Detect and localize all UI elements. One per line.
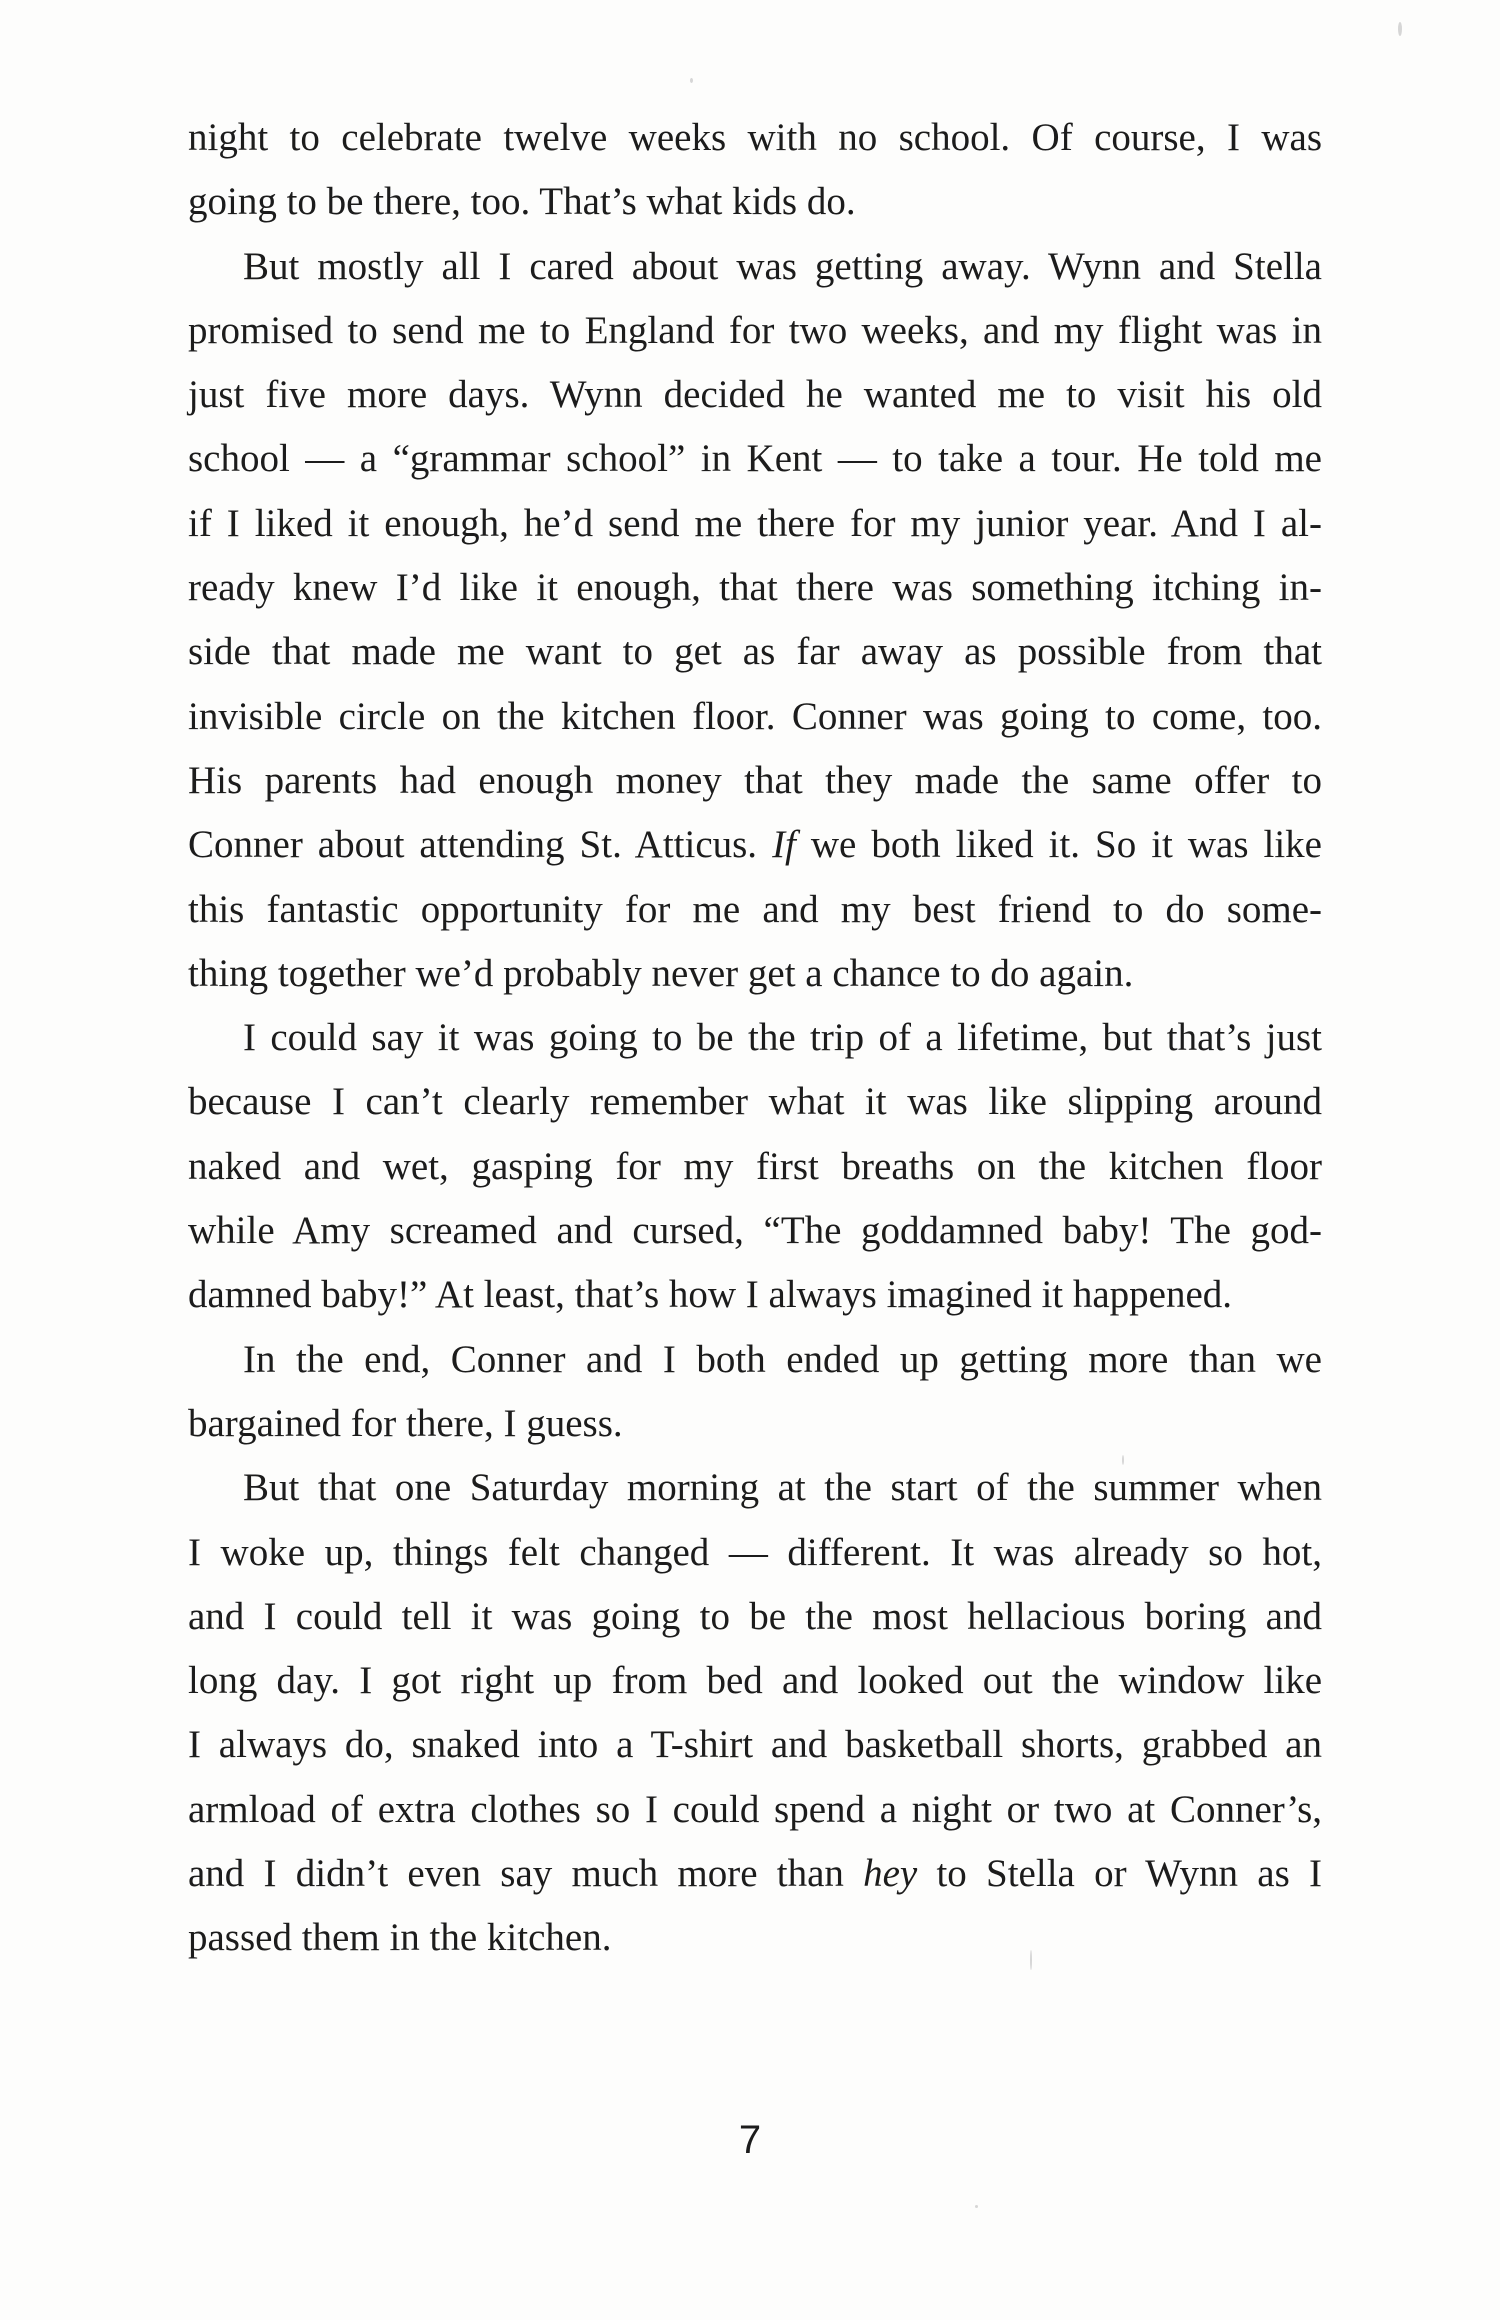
paper-speck (690, 78, 693, 83)
text-line: ready knew I’d like it enough, that there was something itching in- (188, 566, 1322, 610)
text-line: side that made me want to get as far away as possible from that (188, 630, 1322, 674)
text-line: and I could tell it was going to be the most hellacious boring and (188, 1594, 1322, 1638)
text-line: promised to send me to England for two weeks, and my flight was in (188, 308, 1322, 352)
text-line: if I liked it enough, he’d send me there for my junior year. And I al- (188, 501, 1322, 545)
page-number: 7 (738, 2118, 762, 2162)
text-line: this fantastic opportunity for me and my best friend to do some- (188, 887, 1322, 931)
paper-speck (975, 2205, 978, 2208)
text-line: I woke up, things felt changed — different. It was already so hot, (188, 1530, 1322, 1574)
text-line: In the end, Conner and I both ended up getting more than we (243, 1337, 1322, 1381)
text-line: passed them in the kitchen. (188, 1916, 612, 1960)
body-text (188, 106, 1322, 1971)
text-line: damned baby!” At least, that’s how I always imagined it happened. (188, 1273, 1233, 1317)
text-line: going to be there, too. That’s what kids do. (188, 180, 856, 224)
text-line: just five more days. Wynn decided he wanted me to visit his old (188, 373, 1322, 417)
text-line: invisible circle on the kitchen floor. Conner was going to come, too. (188, 694, 1322, 738)
text-line: armload of extra clothes so I could spend a night or two at Conner’s, (188, 1787, 1322, 1831)
text-line: But that one Saturday morning at the start of the summer when (243, 1466, 1322, 1510)
text-line: naked and wet, gasping for my first breaths on the kitchen floor (188, 1144, 1322, 1188)
text-line: thing together we’d probably never get a chance to do again. (188, 951, 1134, 995)
text-line: long day. I got right up from bed and looked out the window like (188, 1659, 1322, 1703)
text-line: and I didn’t even say much more than hey to Stella or Wynn as I (188, 1852, 1322, 1896)
text-line: bargained for there, I guess. (188, 1401, 623, 1445)
text-line: because I can’t clearly remember what it was like slipping around (188, 1080, 1322, 1124)
text-line: while Amy screamed and cursed, “The goddamned baby! The god- (188, 1209, 1322, 1253)
text-line: school — a “grammar school” in Kent — to take a tour. He told me (188, 437, 1322, 481)
text-line: night to celebrate twelve weeks with no school. Of course, I was (188, 116, 1322, 159)
paper-speck (1398, 22, 1402, 36)
text-line: I always do, snaked into a T-shirt and basketball shorts, grabbed an (188, 1723, 1322, 1767)
text-line: I could say it was going to be the trip of a lifetime, but that’s just (243, 1016, 1322, 1060)
emphasis-word: If (772, 823, 796, 867)
text-line: But mostly all I cared about was getting away. Wynn and Stella (243, 244, 1322, 288)
text-line: His parents had enough money that they made the same offer to (188, 758, 1322, 802)
emphasis-word: hey (863, 1852, 918, 1896)
text-line: Conner about attending St. Atticus. If we both liked it. So it was like (188, 823, 1322, 867)
